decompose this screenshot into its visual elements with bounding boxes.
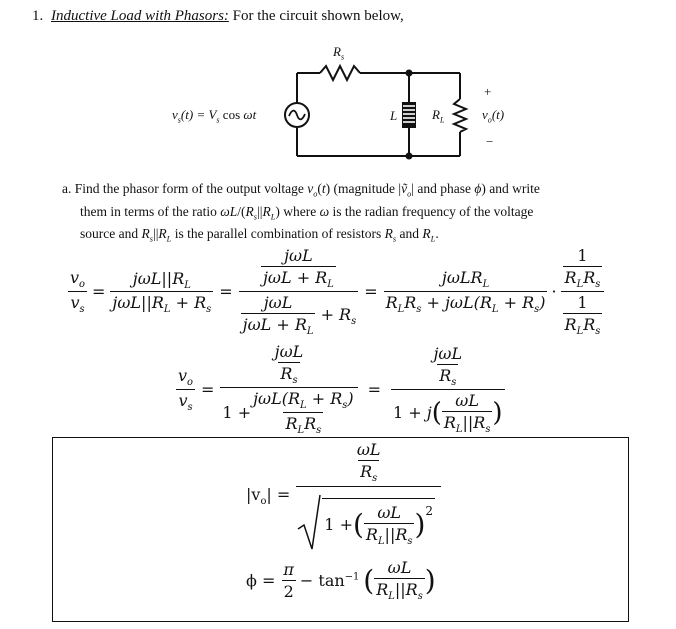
problem-number: 1. bbox=[32, 8, 44, 24]
l-label: L bbox=[390, 108, 398, 123]
source-label: $v_s(t) = V_s$ cos ωt bbox=[172, 107, 257, 125]
equation-1: $\frac{v_o}{v_s}$ = $\frac{j\omega L||R_L}{j\omega L||R_L + R_s}$ = $\frac{\text{jωL}}{j\omega L + R_L}$ $\frac{\text{jωL}}{j\omega L + R_L}$ + $R_s$ = $\frac{j\omega LR_L}{R_LR_s + j\omega L(R_L + R_s)}$ · $\frac{\frac{1}{R_LR_s}}{\frac{1}{R_LR_s}}$ bbox=[68, 246, 604, 337]
eq1-frac-4: $\frac{\frac{1}{R_LR_s}}{\frac{1}{R_LR_s}}$ bbox=[561, 246, 605, 337]
rl-resistor bbox=[454, 99, 466, 132]
equation-2: $\frac{v_o}{v_s}$ = $\frac{\text{jωL}}{R_s}$ 1 + $\frac{j\omega L(R_L + R_s)}{R_LR_s}$ = $\frac{\text{jωL}}{R_s}$ 1 + j ( $\frac{\omega L}{R_L||R_s}$ ) bbox=[178, 342, 503, 437]
part-a-line-1: a. Find the phasor form of the output voltage $v_o(t)$ (magnitude |ṽ$_o$| and phase ϕ) and write bbox=[62, 181, 540, 199]
eq2-frac-1: $\frac{\text{jωL}}{R_s}$ 1 + $\frac{j\omega L(R_L + R_s)}{R_LR_s}$ bbox=[220, 342, 357, 437]
problem-intro: For the circuit shown below, bbox=[232, 8, 404, 24]
eq1-lhs: $\frac{v_o}{v_s}$ bbox=[70, 268, 86, 316]
phase-answer: ϕ = $\frac{\pi}{2}$ − $\tan^{-1}$ ( $\frac{\omega L}{R_L||R_s}$ ) bbox=[246, 558, 436, 603]
part-a-text bbox=[62, 180, 540, 248]
plus-sign: + bbox=[484, 84, 492, 99]
vo-label: $v_o(t)$ bbox=[482, 107, 505, 125]
eq2-lhs: $\frac{v_o}{v_s}$ bbox=[178, 365, 194, 413]
eq1-frac-3: $\frac{j\omega LR_L}{R_LR_s + j\omega L(R_L + R_s)}$ bbox=[385, 268, 546, 316]
part-a-line-2: them in terms of the ratio $\omega L/(R_s||R_L)$ where ω is the radian frequency of the voltage bbox=[80, 203, 534, 222]
rs-label: $R_s$ bbox=[333, 44, 345, 62]
part-a-line-3: source and $R_s||R_L$ is the parallel combination of resistors $R_s$ and $R_L$. bbox=[80, 226, 439, 245]
rs-resistor bbox=[320, 66, 360, 80]
magnitude-answer: $|v_o|$ = $\frac{\omega L}{R_s}$ 1 + ( $\frac{\omega L}{R_L||R_s}$ ) $^2$ bbox=[246, 440, 441, 551]
rl-label: $R_L$ bbox=[432, 107, 445, 125]
minus-sign: − bbox=[486, 134, 494, 149]
problem-title: Inductive Load with Phasors: bbox=[51, 8, 229, 24]
circuit-diagram bbox=[0, 0, 676, 180]
eq2-frac-2: $\frac{\text{jωL}}{R_s}$ 1 + j ( $\frac{\omega L}{R_L||R_s}$ ) bbox=[392, 343, 503, 435]
eq1-frac-1: $\frac{j\omega L||R_L}{j\omega L||R_L + R_s}$ bbox=[112, 268, 212, 315]
eq1-frac-2: $\frac{\text{jωL}}{j\omega L + R_L}$ $\frac{\text{jωL}}{j\omega L + R_L}$ + $R_s$ bbox=[239, 246, 359, 337]
